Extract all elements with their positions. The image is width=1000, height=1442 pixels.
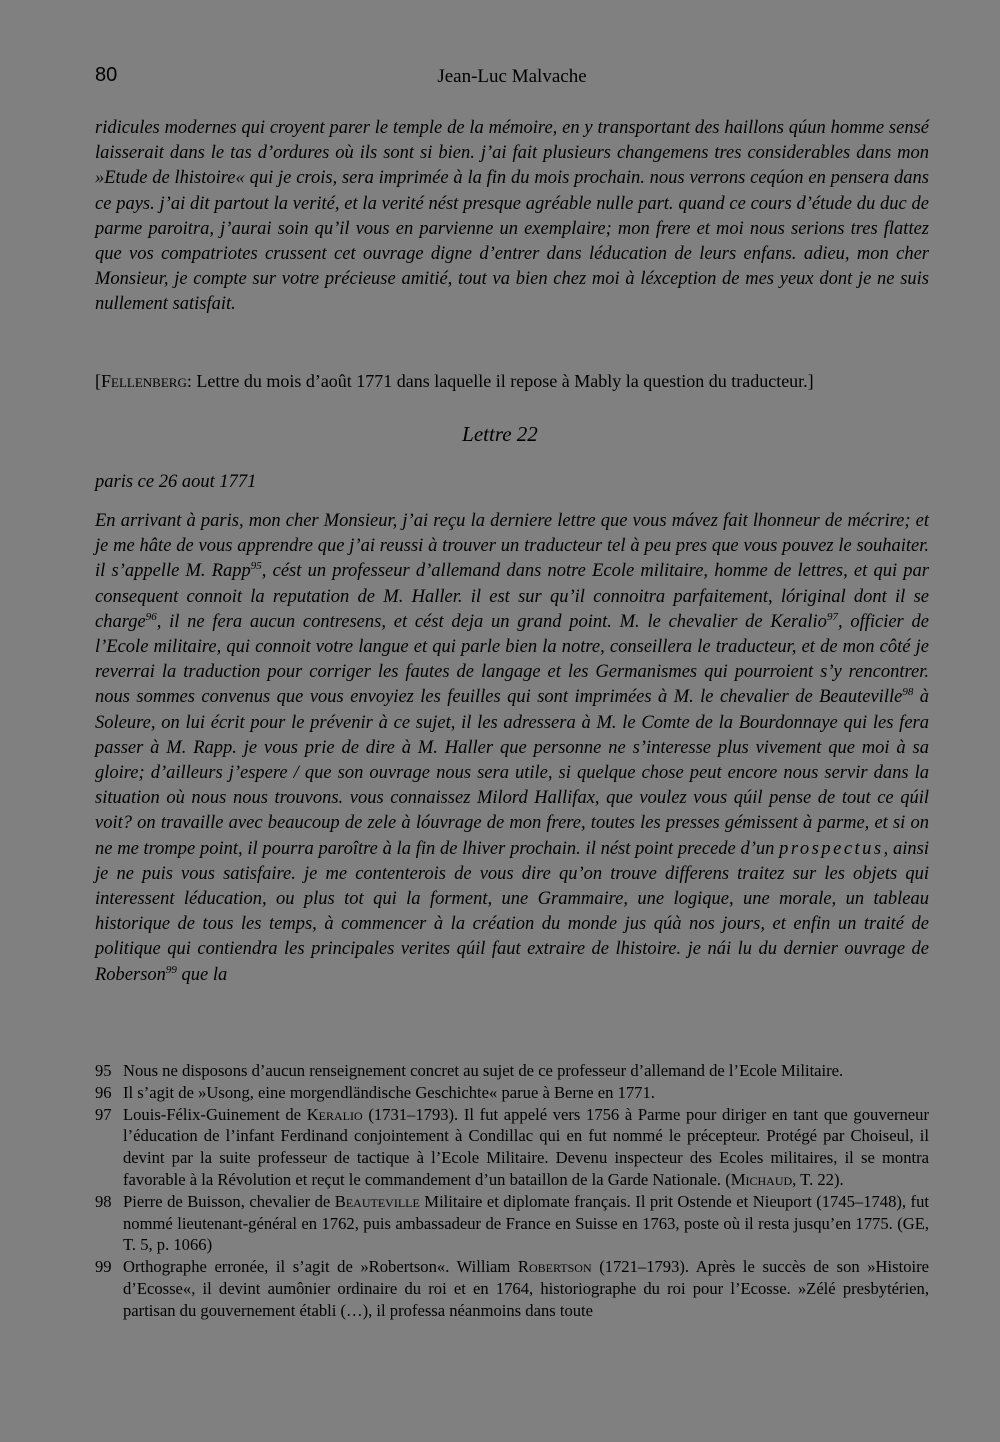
footnote-number: 99 <box>95 1257 112 1277</box>
footnote-95 <box>95 1060 929 1082</box>
footnote-99 <box>95 1256 929 1321</box>
letter-dateline: paris ce 26 aout 1771 <box>95 472 257 492</box>
editorial-note: [Fellenberg: Lettre du mois d’août 1771 dans laquelle il repose à Mably la question du traducteur.] <box>95 371 814 391</box>
footnote-number: 95 <box>95 1061 112 1080</box>
footnote-98 <box>95 1191 929 1256</box>
footnote-text: Nous ne disposons d’aucun renseignement concret au sujet de ce professeur d’allemand de l’Ecole Militaire. <box>123 1061 844 1080</box>
letter-title: Lettre 22 <box>462 422 538 446</box>
footnote-text: Il s’agit de »Usong, eine morgendländische Geschichte« parue à Berne en 1771. <box>123 1082 655 1102</box>
footnote-ref-99[interactable]: 99 <box>165 963 177 976</box>
footnote-text: Pierre de Buisson, chevalier de Beauteville Militaire et diplomate français. Il prit Ostende et Nieuport (1745–1748), fut nommé lieutenant-général en 1762, puis ambassadeur de France en Suisse en 1763, poste où il resta jusqu’en 1775. (GE, T. 5, p. 1066) <box>123 1191 929 1255</box>
footnote-number: 98 <box>95 1191 112 1211</box>
running-title: Jean-Luc Malvache <box>437 66 587 87</box>
letter-21-paragraph: ridicules modernes qui croyent parer le temple de la mémoire, en y transportant des haillons qúun homme sensé laisserait dans le tas d’ordures où ils sont si bien. j’ai fait plusieurs changemens tres considerables dans mon »Etude de lhistoire« qui je crois, sera imprimée à la fin du mois prochain. nous verrons ceqúon en pensera dans ce pays. j’ai dit partout la verité, et la verité nést presque agréable nulle part. quand ce cours d’étude du duc de parme paroitra, j’aurai soin qu’il vous en parvienne un exemplaire; mon frere et moi nous serions tres flattez que vos compatriotes crussent cet ouvrage digne d’entrer dans léducation de leurs enfans. adieu, mon cher Monsieur, je compte sur votre précieuse amitié, tout va bien chez moi à léxception de mes yeux dont je ne suis nullement satisfait. <box>95 118 929 315</box>
footnote-text: Louis-Félix-Guinement de Keralio (1731–1793). Il fut appelé vers 1756 à Parme pour diriger en tant que gouverneur l’éducation de l’infant Ferdinand conjointement à Condillac qui en fut nommé le précepteur. Protégé par Choiseul, il devint par la suite professeur de tactique à l’Ecole Militaire. Devenu inspecteur des Ecoles militaires, il se montra favorable à la Révolution et reçut le commandement d’un bataillon de la Garde Nationale. (Michaud, T. 22). <box>123 1104 929 1189</box>
footnote-ref-98[interactable]: 98 <box>902 686 914 699</box>
editorial-note-name: Fellenberg <box>101 371 187 391</box>
letter-22-body <box>95 509 929 988</box>
prospectus-word: prospectus <box>779 838 884 859</box>
footnote-text: Orthographe erronée, il s’agit de »Robertson«. William Robertson (1721–1793). Après le succès de son »Histoire d’Ecosse«, il devint aumônier ordinaire du roi et en 1764, historiographe du roi pour l’Ecosse. »Zélé presbytérien, partisan du gouvernement établi (…), il professa néanmoins dans toute <box>123 1257 929 1320</box>
editorial-note-text: : Lettre du mois d’août 1771 dans laquelle il repose à Mably la question du traducteur.] <box>186 371 814 391</box>
footnote-97 <box>95 1104 929 1191</box>
running-head <box>95 64 929 92</box>
letter-21-conclusion <box>95 116 929 318</box>
footnote-number: 97 <box>95 1104 112 1124</box>
page-number: 80 <box>95 64 118 86</box>
letter-22-paragraph: En arrivant à paris, mon cher Monsieur, j’ai reçu la derniere lettre que vous mávez fait lhonneur de mécrire; et je me hâte de vous apprendre que j’ai reussi à trouver un traducteur tel à peu pres que vous pouvez le souhaiter. il s’appelle M. Rapp$^{95}$, cést un professeur d’allemand dans notre Ecole militaire, homme de lettres, et qui par consequent connoit la reputation de M. Haller. il est sur qu’il connoitra parfaitement, lóriginal dont il se charge$^{96}$, il ne fera aucun contresens, et cést deja un grand point. M. le chevalier de Keralio$^{97}$, officier de l’Ecole militaire, qui connoit votre langue et qui parle bien la notre, conseillera le traducteur, et de mon côté je reverrai la traduction pour corriger les fautes de langage et les Germanismes qui pourroient s’y rencontrer. nous sommes convenus que vous envoyiez les feuilles qui sont imprimées à M. le chevalier de Beauteville$^{98}$ à Soleure, on lui écrit pour le prévenir à ce sujet, il les adressera à M. le Comte de la Bourdonnaye qui les fera passer à M. Rapp. je vous prie de dire à M. Haller que personne ne s’interesse plus vivement que moi à sa gloire; d’ailleurs j’espere / que son ouvrage nous sera utile, si quelque chose peut encore nous servir dans la situation où nous nous trouvons. vous connaissez Milord Hallifax, que voulez vous qúil pense de tout ce qúil voit? on travaille avec beaucoup de zele à lóuvrage de mon frere, toutes les presses gémissent à parme, et si on ne me trompe point, il pourra paroître à la fin de lhiver prochain. il nést point precede d’un prospectus, ainsi je ne puis vous satisfaire. je me contenterois de vous dire qu’on trouve differens traitez sur les objets qui interessent léducation, ou plus tot qui la forment, une Grammaire, une logique, une morale, un tableau historique de tous les temps, à commencer à la création du monde jus qúà nos jours, et enfin un traité de politique qui contiendra les principales verites qúil faut extraire de lhistoire. je nái lu du dernier ouvrage de Roberson$^{99}$ que la <box>95 511 930 985</box>
footnote-ref-95[interactable]: 95 <box>250 560 262 573</box>
footnote-ref-96[interactable]: 96 <box>145 610 157 623</box>
footnote-96 <box>95 1082 929 1104</box>
footnote-number: 96 <box>95 1082 112 1102</box>
footnote-ref-97[interactable]: 97 <box>826 610 838 623</box>
footnotes <box>95 1060 929 1322</box>
